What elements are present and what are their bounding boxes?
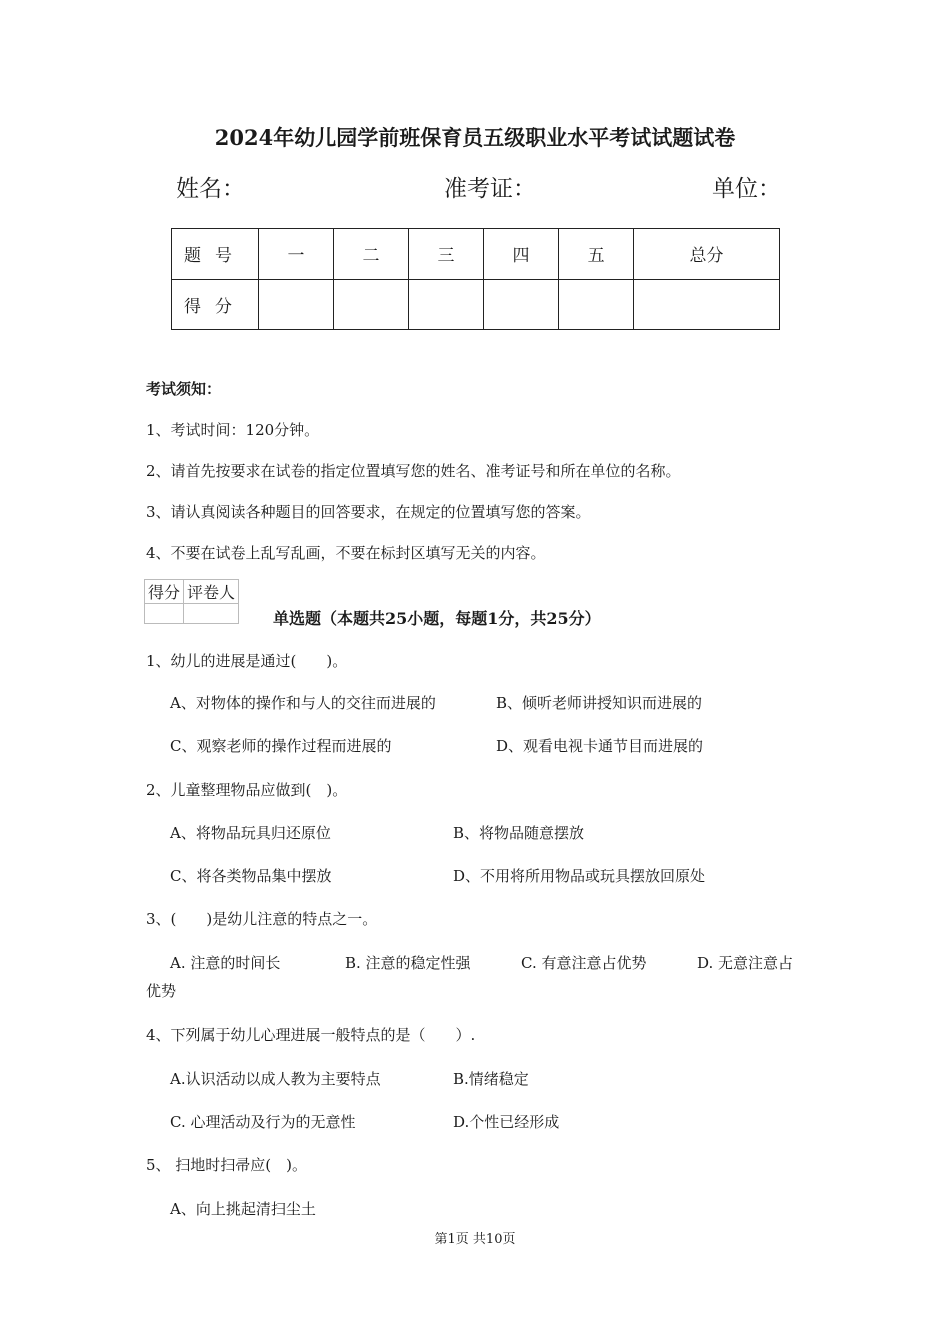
option-c: C、观察老师的操作过程而进展的 [170,737,392,755]
score-table [171,228,780,330]
score-input-cell[interactable] [259,279,334,330]
question-stem: 2、儿童整理物品应做到( )。 [146,781,348,799]
notice-item: 4、不要在试卷上乱写乱画，不要在标封区填写无关的内容。 [146,544,546,562]
score-table-header-cell: 三 [409,229,484,280]
score-table-score-row [172,279,780,330]
name-field-label: 姓名： [176,176,245,202]
unit-field-label: 单位： [712,176,781,202]
notice-item: 2、请首先按要求在试卷的指定位置填写您的姓名、准考证号和所在单位的名称。 [146,462,681,480]
score-input-cell[interactable] [559,279,634,330]
score-table-header-cell: 二 [334,229,409,280]
option-c: C、将各类物品集中摆放 [170,867,332,885]
option-a: A.认识活动以成人教为主要特点 [170,1070,381,1088]
grader-box-score-cell[interactable] [145,604,184,624]
option-a: A、向上挑起清扫尘土 [170,1200,316,1218]
option-a: A. 注意的时间长 [170,954,281,972]
option-d: D、不用将所用物品或玩具摆放回原处 [453,867,706,885]
score-input-cell[interactable] [484,279,559,330]
option-c: C. 有意注意占优势 [521,954,647,972]
score-input-cell[interactable] [634,279,780,330]
score-table-header-cell: 总分 [634,229,780,280]
option-b: B、将物品随意摆放 [453,824,585,842]
question-stem: 4、下列属于幼儿心理进展一般特点的是（ ）. [146,1026,476,1044]
option-d-continued: 优势 [146,982,177,1000]
grader-box-grader-cell[interactable] [184,604,239,624]
option-d: D、观看电视卡通节目而进展的 [496,737,704,755]
exam-title: 2024年幼儿园学前班保育员五级职业水平考试试题试卷 [214,125,736,150]
option-a: A、将物品玩具归还原位 [170,824,331,842]
score-table-header-cell: 五 [559,229,634,280]
score-input-cell[interactable] [409,279,484,330]
score-table-score-label: 得分 [172,279,259,330]
grader-box [144,579,239,624]
option-d: D. 无意注意占 [697,954,794,972]
score-input-cell[interactable] [334,279,409,330]
score-table-header-row [172,229,780,280]
notice-item: 1、考试时间：120分钟。 [146,421,320,439]
option-c: C. 心理活动及行为的无意性 [170,1113,356,1131]
notice-heading: 考试须知： [146,380,222,398]
notice-item: 3、请认真阅读各种题目的回答要求，在规定的位置填写您的答案。 [146,503,591,521]
score-table-header-label: 题号 [172,229,259,280]
grader-box-score-label: 得分 [145,580,184,604]
exam-id-field-label: 准考证： [444,176,536,202]
section-title: 单选题（本题共25小题，每题1分，共25分） [273,609,601,628]
option-b: B. 注意的稳定性强 [345,954,471,972]
option-b: B、倾听老师讲授知识而进展的 [496,694,703,712]
question-stem: 3、( )是幼儿注意的特点之一。 [146,910,378,928]
grader-box-grader-label: 评卷人 [184,580,239,604]
question-stem: 1、幼儿的进展是通过( )。 [146,652,348,670]
page-footer: 第1页 共10页 [434,1232,516,1247]
option-a: A、对物体的操作和与人的交往而进展的 [170,694,436,712]
score-table-header-cell: 四 [484,229,559,280]
option-d: D.个性已经形成 [453,1113,560,1131]
option-b: B.情绪稳定 [453,1070,529,1088]
score-table-header-cell: 一 [259,229,334,280]
question-stem: 5、 扫地时扫帚应( )。 [146,1156,308,1174]
